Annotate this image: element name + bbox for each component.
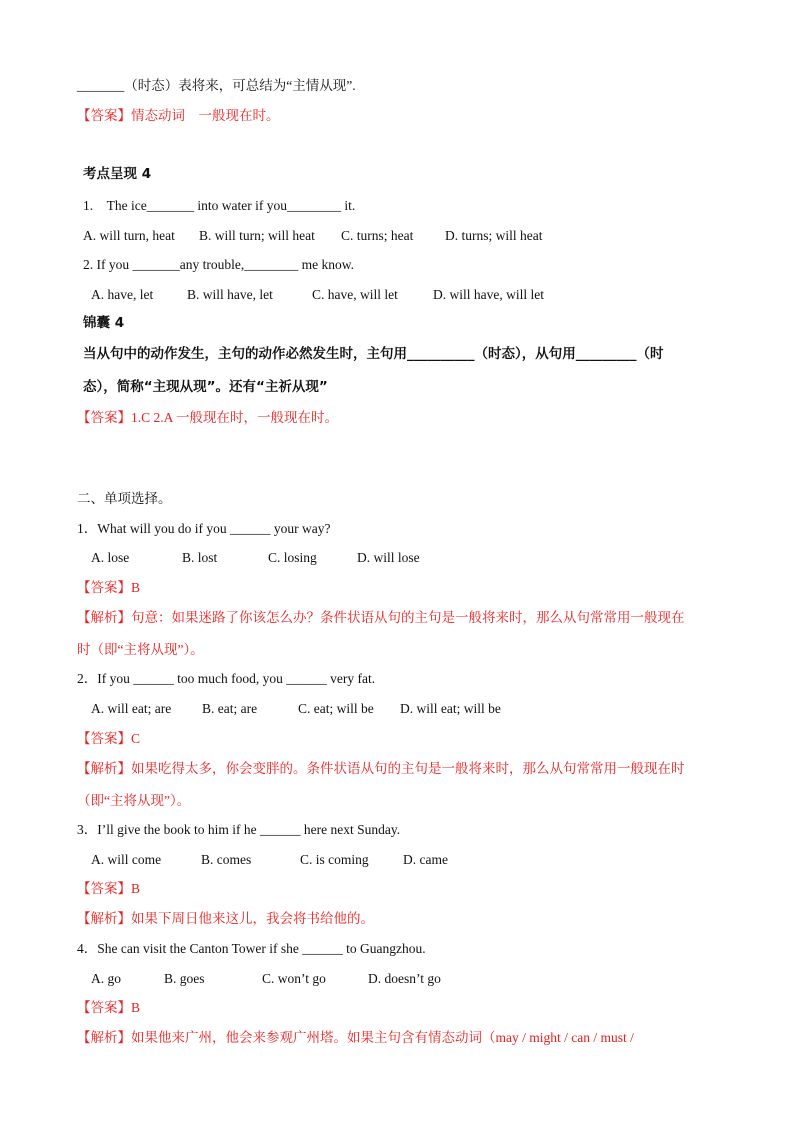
option-c: C. turns; heat — [341, 228, 414, 243]
option-a: A. go — [91, 971, 121, 986]
option-d: D. turns; will heat — [445, 228, 543, 243]
option-c: C. losing — [268, 550, 317, 565]
question-2: 2. If you _______any trouble,________ me know. — [83, 257, 354, 272]
answer-line: 【答案】B — [77, 881, 141, 896]
tip-line: 态），简称“主现从现”。还有“主祈从现” — [83, 379, 328, 395]
answer-line: 【答案】1.C 2.A 一般现在时，一般现在时。 — [77, 410, 339, 425]
section-heading: 考点呈现 4 — [83, 166, 152, 182]
option-a: A. will come — [91, 852, 162, 867]
analysis-line: 时（即“主将从现”）。 — [77, 642, 204, 657]
question-1: 1. The ice_______ into water if you________ it. — [83, 198, 356, 213]
answer-line: 【答案】B — [77, 580, 141, 595]
tip-heading: 锦囊 4 — [83, 315, 125, 331]
question-4: 4．She can visit the Canton Tower if she ______ to Guangzhou. — [77, 941, 426, 956]
option-d: D. will eat; will be — [400, 701, 501, 716]
option-d: D. will lose — [357, 550, 420, 565]
option-a: A. will eat; are — [91, 701, 172, 716]
analysis-line: 【解析】如果他来广州，他会来参观广州塔。如果主句含有情态动词（may / might / can / must / — [77, 1030, 634, 1045]
question-1: 1．What will you do if you ______ your way? — [77, 521, 331, 536]
question-2: 2．If you ______ too much food, you ______ very fat. — [77, 671, 376, 686]
option-b: B. will turn; will heat — [199, 228, 315, 243]
option-b: B. comes — [201, 852, 252, 867]
option-c: C. eat; will be — [298, 701, 374, 716]
analysis-line: 【解析】如果吃得太多，你会变胖的。条件状语从句的主句是一般将来时，那么从句常常用一般现在时 — [77, 761, 685, 776]
option-b: B. eat; are — [202, 701, 258, 716]
option-a: A. have, let — [91, 287, 154, 302]
intro-line: _______（时态）表将来，可总结为“主情从现”. — [77, 78, 356, 93]
option-c: C. won’t go — [262, 971, 326, 986]
tip-line: 当从句中的动作发生，主句的动作必然发生时，主句用__________（时态），从句用_________（时 — [83, 346, 664, 362]
analysis-line: （即“主将从现”）。 — [77, 793, 191, 808]
section-heading: 二、单项选择。 — [77, 491, 172, 506]
option-b: B. lost — [182, 550, 218, 565]
option-c: C. have, will let — [312, 287, 398, 302]
option-b: B. goes — [164, 971, 205, 986]
analysis-line: 【解析】句意：如果迷路了你该怎么办？条件状语从句的主句是一般将来时，那么从句常常用一般现在 — [77, 610, 685, 625]
answer-line: 【答案】情态动词 一般现在时。 — [77, 108, 280, 123]
answer-line: 【答案】C — [77, 731, 141, 746]
option-d: D. will have, will let — [433, 287, 544, 302]
question-3: 3．I’ll give the book to him if he ______ here next Sunday. — [77, 822, 401, 837]
option-a: A. lose — [91, 550, 130, 565]
option-d: D. doesn’t go — [368, 971, 441, 986]
option-a: A. will turn, heat — [83, 228, 175, 243]
answer-line: 【答案】B — [77, 1000, 141, 1015]
option-b: B. will have, let — [187, 287, 273, 302]
analysis-line: 【解析】如果下周日他来这儿，我会将书给他的。 — [77, 911, 374, 926]
option-c: C. is coming — [300, 852, 369, 867]
option-d: D. came — [403, 852, 448, 867]
